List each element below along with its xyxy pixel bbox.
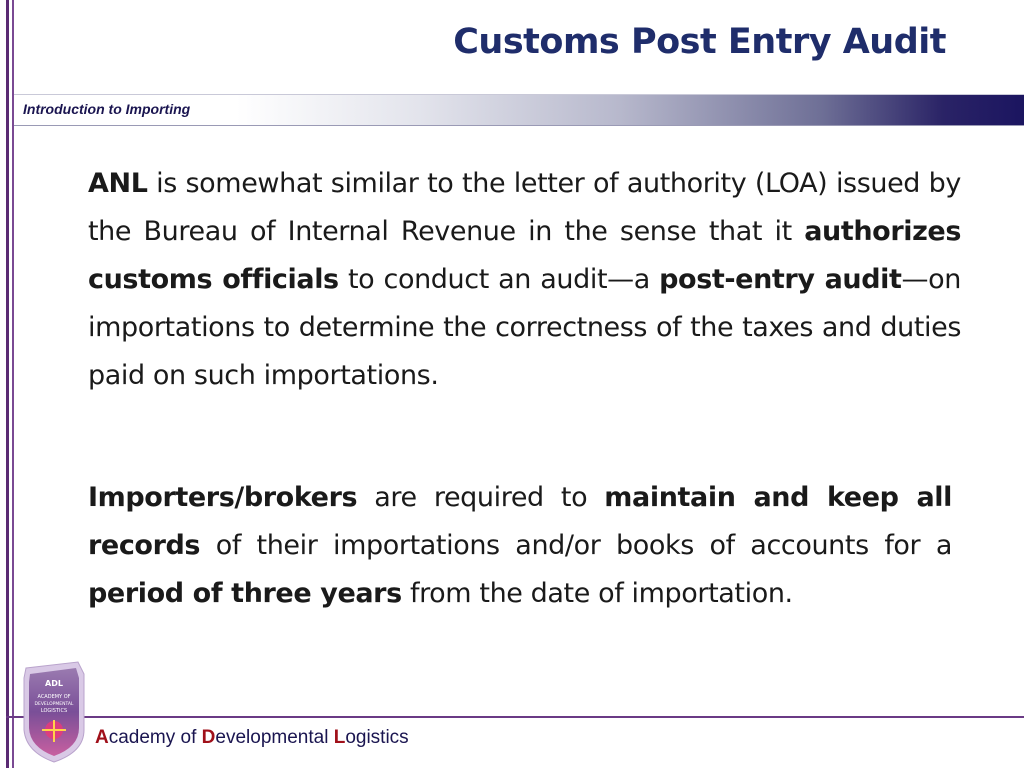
footer-cap: D — [201, 727, 216, 748]
term-maintain-records: maintain and keep all records — [88, 482, 952, 561]
svg-text:ADL: ADL — [45, 679, 63, 688]
term-three-years: period of three years — [88, 578, 402, 609]
term-importers: Importers/brokers — [88, 482, 358, 513]
svg-text:LOGISTICS: LOGISTICS — [40, 708, 68, 714]
term-authorizes: authorizes customs officials — [88, 216, 961, 295]
academy-shield-logo — [20, 660, 88, 764]
left-border-line — [6, 0, 9, 768]
paragraph-records — [88, 474, 952, 618]
term-post-entry-audit: post-entry audit — [659, 264, 902, 295]
section-label: Introduction to Importing — [23, 101, 191, 117]
term-anl: ANL — [88, 168, 148, 199]
footer-divider — [6, 716, 1024, 718]
paragraph-anl — [88, 160, 961, 400]
svg-text:ACADEMY OF: ACADEMY OF — [37, 694, 71, 700]
footer-text: evelopmental — [215, 727, 334, 748]
footer-cap: L — [333, 727, 346, 748]
text-span: to conduct an audit—a — [338, 264, 660, 295]
footer-academy-name — [95, 727, 409, 749]
footer-text: ogistics — [345, 727, 409, 748]
text-span: are required to — [357, 482, 605, 513]
text-span: —on importations to determine the correctness of the taxes and duties paid on such importations. — [88, 264, 961, 391]
svg-text:DEVELOPMENTAL: DEVELOPMENTAL — [34, 702, 74, 707]
text-span: from the date of importation. — [401, 578, 793, 609]
footer-cap: A — [95, 727, 109, 748]
text-span: of their importations and/or books of accounts for a — [200, 530, 952, 561]
text-span: is somewhat similar to the letter of authority (LOA) issued by the Bureau of Internal Revenue in the sense that it — [88, 168, 961, 247]
footer-text: cademy of — [108, 727, 202, 748]
slide-title: Customs Post Entry Audit — [453, 22, 946, 62]
